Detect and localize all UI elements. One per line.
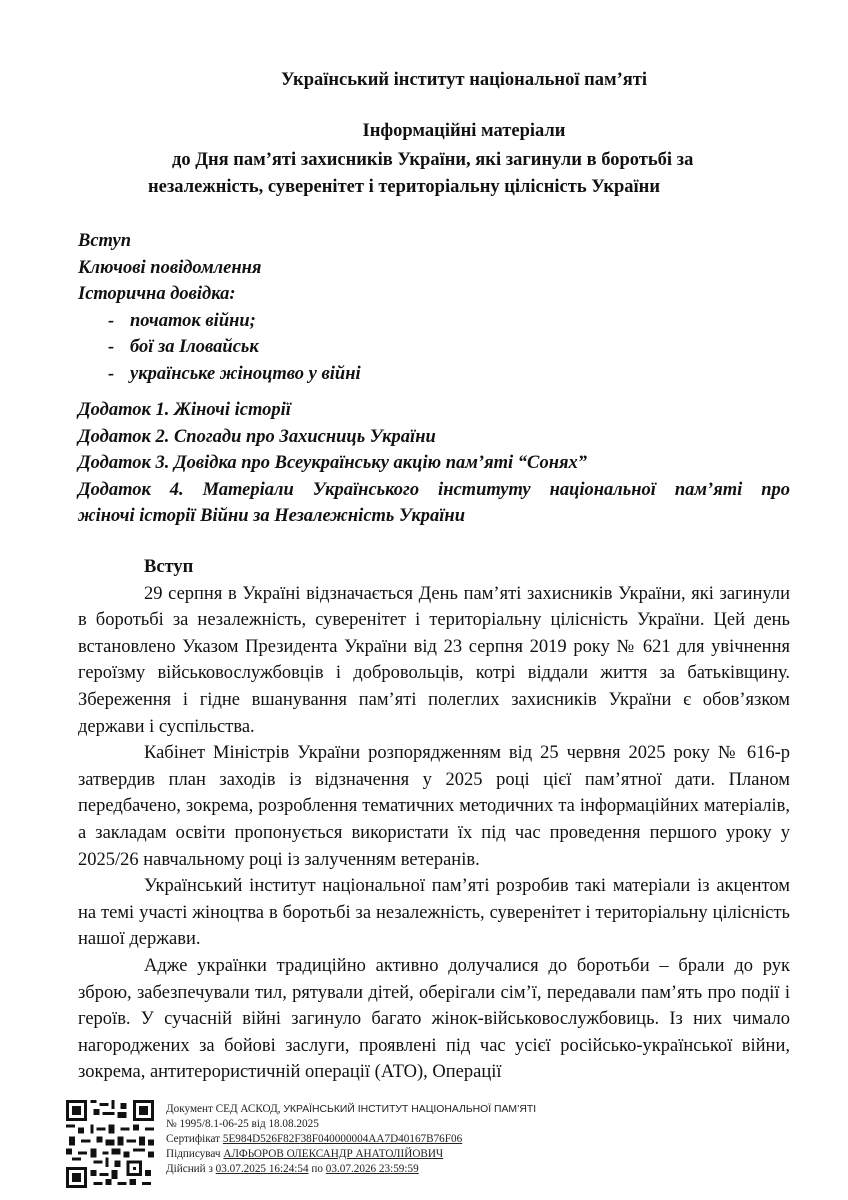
toc-item-historical-note: Історична довідка: bbox=[78, 284, 236, 304]
subtitle-line-1: до Дня пам’яті захисників України, які загинули в боротьбі за bbox=[172, 150, 694, 170]
paragraph: Кабінет Міністрів України розпорядженням від 25 червня 2025 року № 616-р затвердив план заходів із відзначення у 2025 році цієї пам’ятної дати. Планом передбачено, зокрема, розроблення тематичних методичних та інформаційних матеріалів, а закладам освіти пропонується використати їх під час проведення першого уроку у 2025/26 навчальному році із залученням ветеранів. bbox=[78, 743, 790, 870]
intro-heading: Вступ bbox=[144, 557, 194, 577]
certificate-line: Сертифікат 5E984D526F82F38F040000004AA7D40167B76F06 bbox=[166, 1133, 463, 1145]
appendix-2: Додаток 2. Спогади про Захисниць України bbox=[78, 426, 436, 447]
appendix-4-line-1: Додаток 4. Матеріали Українського інституту національної пам’яті про bbox=[78, 479, 790, 500]
appendix-3: Додаток 3. Довідка про Всеукраїнську акцію пам’яті “Сонях” bbox=[78, 453, 588, 473]
document-title: Інформаційні матеріали bbox=[362, 121, 566, 141]
toc-subitem: - бої за Іловайськ bbox=[78, 334, 790, 361]
valid-to: 03.07.2026 23:59:59 bbox=[325, 1163, 419, 1175]
toc-item-intro: Вступ bbox=[78, 231, 131, 251]
digital-signature-stamp bbox=[66, 1100, 626, 1190]
qr-code-icon bbox=[66, 1100, 154, 1188]
signer-line: Підписувач АЛФЬОРОВ ОЛЕКСАНДР АНАТОЛІЙОВИЧ bbox=[166, 1148, 444, 1160]
list-dash: - bbox=[108, 363, 115, 384]
registration-number: № 1995/8.1-06-25 від 18.08.2025 bbox=[166, 1118, 319, 1130]
intro-section bbox=[78, 554, 790, 1086]
document-source: Документ СЕД АСКОД, УКРАЇНСЬКИЙ ІНСТИТУТ НАЦІОНАЛЬНОЇ ПАМ’ЯТІ bbox=[166, 1103, 537, 1115]
list-dash: - bbox=[108, 310, 115, 331]
institute-heading: Український інститут національної пам’яті bbox=[281, 70, 647, 90]
certificate-value: 5E984D526F82F38F040000004AA7D40167B76F06 bbox=[222, 1133, 463, 1145]
toc-subitem: - початок війни; bbox=[78, 308, 790, 335]
list-dash: - bbox=[108, 337, 115, 357]
document-subtitle bbox=[76, 147, 808, 201]
table-of-contents bbox=[78, 228, 790, 387]
signature-details bbox=[166, 1102, 536, 1177]
appendix-list bbox=[78, 397, 790, 530]
signer-name: АЛФЬОРОВ ОЛЕКСАНДР АНАТОЛІЙОВИЧ bbox=[223, 1148, 444, 1160]
paragraph: Адже українки традиційно активно долучалися до боротьби – брали до рук зброю, забезпечували тил, рятували дітей, оберігали сім’ї, передавали пам’ять про події і героїв. У сучасній війні загинуло багато жінок-військовослужбовиць. Із них чимало нагороджених за бойові заслуги, проявлені під час усієї російсько-української війни, зокрема, антитерористичній операції (АТО), Операції bbox=[78, 955, 790, 1083]
toc-subitem: - українське жіноцтво у війні bbox=[78, 361, 790, 388]
subtitle-line-2: незалежність, суверенітет і територіальну цілісність України bbox=[148, 177, 660, 197]
toc-item-key-messages: Ключові повідомлення bbox=[78, 257, 262, 278]
appendix-4-line-2: жіночі історії Війни за Незалежність України bbox=[78, 506, 465, 526]
paragraph: 29 серпня в Україні відзначається День пам’яті захисників України, які загинули в боротьбі за незалежність, суверенітет і територіальну цілісність України. Цей день встановлено Указом Президента України від 23 серпня 2019 року № 621 для увічнення героїзму військовослужбовців і добровольців, котрі віддали життя за батьківщину. Збереження і гідне вшанування пам’яті полеглих захисників України є обов’язком держави і суспільства. bbox=[78, 583, 790, 737]
appendix-1: Додаток 1. Жіночі історії bbox=[78, 400, 291, 420]
valid-from: 03.07.2025 16:24:54 bbox=[215, 1163, 309, 1175]
paragraph: Український інститут національної пам’яті розробив такі матеріали із акцентом на темі участі жіноцтва в боротьбі за незалежність, суверенітет і територіальну цілісність нашої держави. bbox=[78, 876, 790, 950]
validity-line: Дійсний з 03.07.2025 16:24:54 по 03.07.2026 23:59:59 bbox=[166, 1163, 419, 1175]
